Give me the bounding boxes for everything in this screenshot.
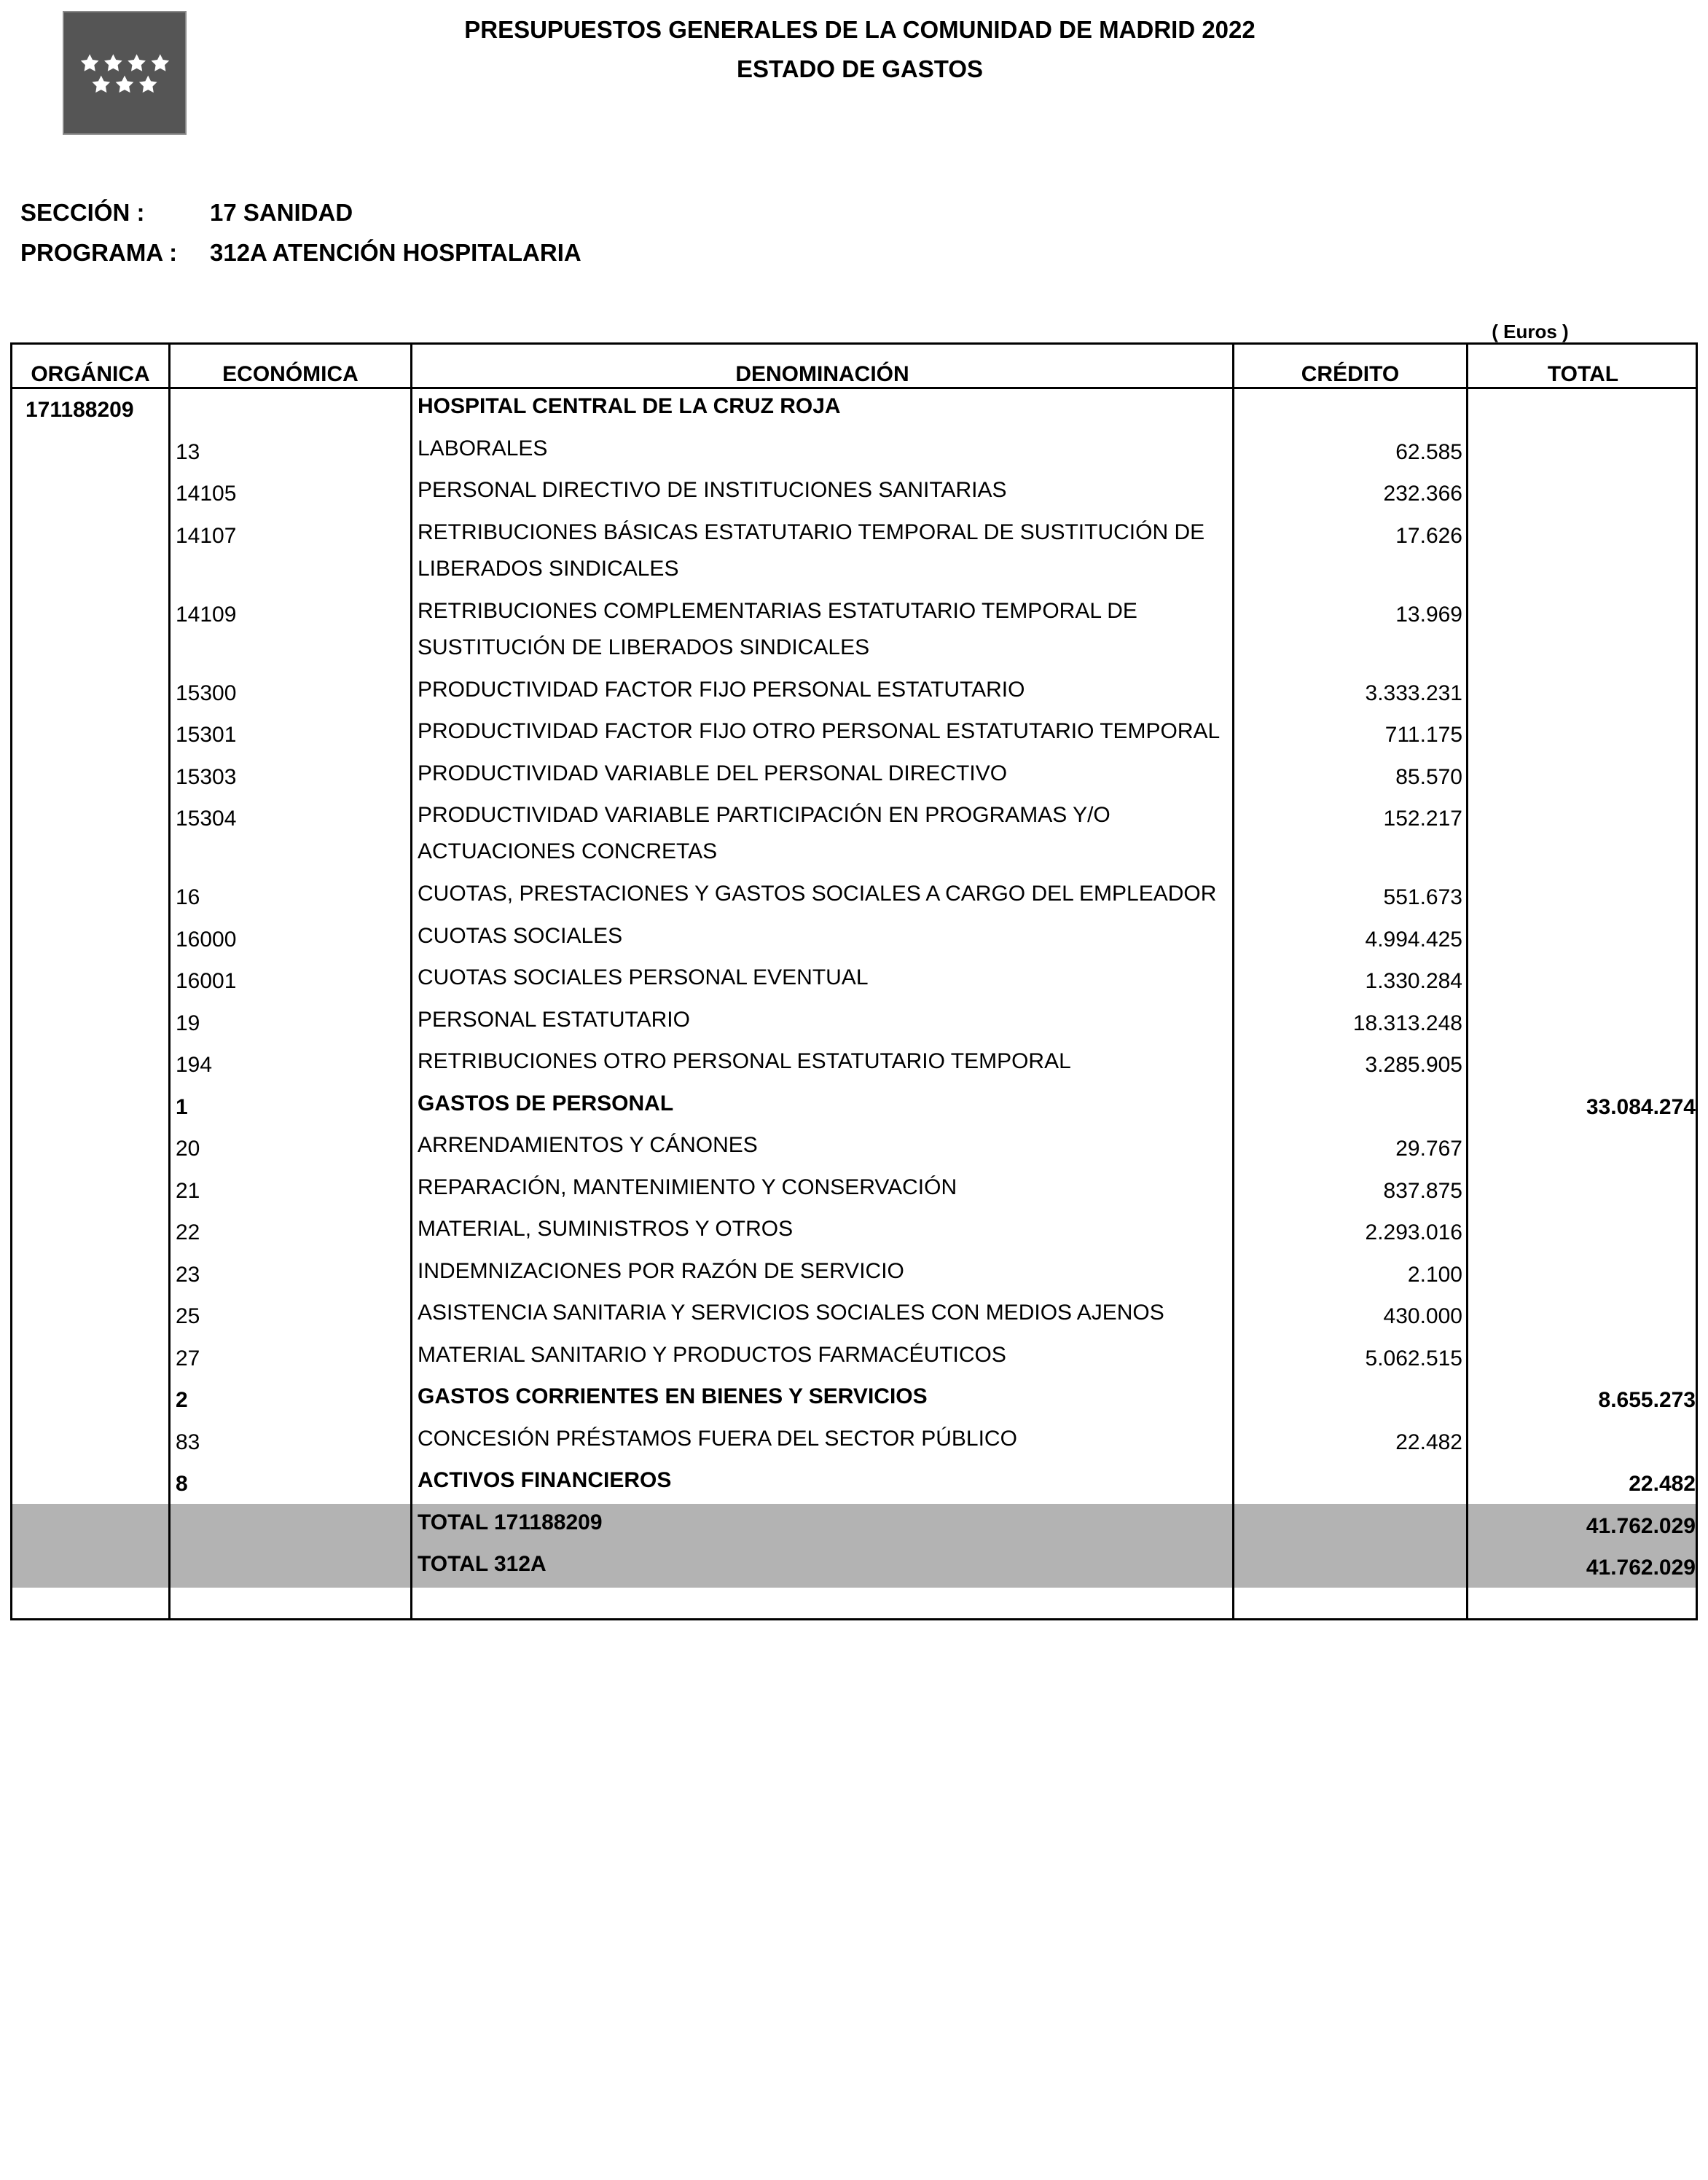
denominacion-cell: PERSONAL DIRECTIVO DE INSTITUCIONES SANITARIAS [418, 478, 1007, 502]
col-header-denominacion: DENOMINACIÓN [735, 362, 909, 386]
economica-cell: 25 [176, 1304, 200, 1328]
economica-cell: 15300 [176, 681, 237, 705]
credito-cell: 2.293.016 [1365, 1220, 1462, 1244]
denominacion-cell: CUOTAS, PRESTACIONES Y GASTOS SOCIALES A CARGO DEL EMPLEADOR [418, 882, 1217, 906]
economica-cell: 194 [176, 1053, 213, 1077]
total-cell: 33.084.274 [1586, 1094, 1696, 1119]
economica-cell: 15301 [176, 723, 237, 747]
credito-cell: 3.333.231 [1365, 681, 1462, 705]
economica-cell: 8 [176, 1472, 188, 1496]
denominacion-cell: CUOTAS SOCIALES [418, 923, 623, 948]
table-row [12, 1085, 1696, 1127]
credito-cell: 1.330.284 [1365, 969, 1462, 993]
denominacion-cell: HOSPITAL CENTRAL DE LA CRUZ ROJA [418, 394, 841, 418]
page-subtitle: ESTADO DE GASTOS [737, 55, 983, 82]
table-row [12, 592, 1696, 671]
economica-cell: 16 [176, 885, 200, 909]
denominacion-cell: PRODUCTIVIDAD FACTOR FIJO OTRO PERSONAL ESTATUTARIO TEMPORAL [418, 719, 1221, 743]
table-row [12, 1294, 1696, 1336]
economica-cell: 1 [176, 1094, 188, 1119]
madrid-logo [63, 11, 187, 135]
page-title: PRESUPUESTOS GENERALES DE LA COMUNIDAD DE MADRID 2022 [464, 16, 1255, 43]
denominacion-cell: MATERIAL SANITARIO Y PRODUCTOS FARMACÉUTICOS [418, 1342, 1006, 1367]
total-cell: 22.482 [1629, 1472, 1696, 1496]
economica-cell: 16000 [176, 927, 237, 952]
denominacion-cell: REPARACIÓN, MANTENIMIENTO Y CONSERVACIÓN [418, 1175, 957, 1199]
table-row [12, 1043, 1696, 1085]
table-row [12, 1462, 1696, 1504]
table-row [12, 1126, 1696, 1169]
column-divider [168, 345, 171, 1618]
denominacion-cell: PERSONAL ESTATUTARIO [418, 1007, 690, 1032]
denominacion-cell: TOTAL 171188209 [418, 1510, 603, 1534]
denominacion-cell: PRODUCTIVIDAD FACTOR FIJO PERSONAL ESTATUTARIO [418, 677, 1025, 702]
organica-cell: 171188209 [26, 398, 134, 422]
economica-cell: 22 [176, 1220, 200, 1244]
table-row [12, 796, 1696, 875]
denominacion-cell: MATERIAL, SUMINISTROS Y OTROS [418, 1217, 794, 1241]
header-divider [12, 387, 1696, 389]
total-cell: 41.762.029 [1586, 1513, 1696, 1538]
credito-cell: 85.570 [1395, 764, 1462, 789]
denominacion-cell: ARRENDAMIENTOS Y CÁNONES [418, 1133, 758, 1157]
denominacion-cell: INDEMNIZACIONES POR RAZÓN DE SERVICIO [418, 1258, 904, 1283]
denominacion-cell: TOTAL 312A [418, 1552, 547, 1576]
credito-cell: 62.585 [1395, 439, 1462, 464]
denominacion-cell: RETRIBUCIONES OTRO PERSONAL ESTATUTARIO TEMPORAL [418, 1049, 1071, 1073]
table-row [12, 1169, 1696, 1211]
column-divider [1466, 345, 1468, 1618]
credito-cell: 2.100 [1407, 1262, 1462, 1287]
column-divider [410, 345, 412, 1618]
total-cell: 41.762.029 [1586, 1556, 1696, 1580]
stars-icon [64, 12, 185, 133]
denominacion-cell: ACTIVOS FINANCIEROS [418, 1468, 672, 1492]
economica-cell: 13 [176, 439, 200, 464]
economica-cell: 83 [176, 1430, 200, 1454]
col-header-economica: ECONÓMICA [222, 362, 359, 386]
economica-cell: 27 [176, 1346, 200, 1371]
credito-cell: 29.767 [1395, 1137, 1462, 1161]
economica-cell: 19 [176, 1011, 200, 1035]
total-cell: 8.655.273 [1598, 1388, 1696, 1412]
col-header-total: TOTAL [1547, 362, 1619, 386]
economica-cell: 2 [176, 1388, 188, 1412]
economica-cell: 15304 [176, 807, 237, 831]
table-row [12, 471, 1696, 514]
credito-cell: 430.000 [1383, 1304, 1462, 1328]
budget-table [10, 342, 1698, 1620]
economica-cell: 14109 [176, 602, 237, 627]
programa-label: PROGRAMA : [20, 239, 178, 266]
seccion-value: 17 SANIDAD [210, 199, 353, 226]
economica-cell: 23 [176, 1262, 200, 1287]
credito-cell: 837.875 [1383, 1178, 1462, 1203]
denominacion-cell: RETRIBUCIONES COMPLEMENTARIAS ESTATUTARIO TEMPORAL DE SUSTITUCIÓN DE LIBERADOS SINDICALES [418, 598, 1137, 659]
economica-cell: 15303 [176, 764, 237, 789]
denominacion-cell: PRODUCTIVIDAD VARIABLE PARTICIPACIÓN EN PROGRAMAS Y/O ACTUACIONES CONCRETAS [418, 803, 1110, 863]
seccion-label: SECCIÓN : [20, 199, 145, 226]
table-row [12, 1378, 1696, 1420]
credito-cell: 4.994.425 [1365, 927, 1462, 952]
col-header-credito: CRÉDITO [1301, 362, 1400, 386]
denominacion-cell: ASISTENCIA SANITARIA Y SERVICIOS SOCIALES CON MEDIOS AJENOS [418, 1301, 1164, 1325]
credito-cell: 17.626 [1395, 523, 1462, 548]
denominacion-cell: CONCESIÓN PRÉSTAMOS FUERA DEL SECTOR PÚBLICO [418, 1426, 1017, 1451]
denominacion-cell: PRODUCTIVIDAD VARIABLE DEL PERSONAL DIRECTIVO [418, 761, 1008, 785]
col-header-organica: ORGÁNICA [31, 362, 150, 386]
table-row [12, 1420, 1696, 1462]
table-row [12, 917, 1696, 960]
credito-cell: 152.217 [1383, 807, 1462, 831]
programa-value: 312A ATENCIÓN HOSPITALARIA [210, 239, 581, 266]
credito-cell: 3.285.905 [1365, 1053, 1462, 1077]
table-row [12, 388, 1696, 430]
table-row [12, 1336, 1696, 1379]
denominacion-cell: LABORALES [418, 436, 548, 460]
credito-cell: 5.062.515 [1365, 1346, 1462, 1371]
table-row [12, 1252, 1696, 1295]
table-row [12, 1210, 1696, 1252]
table-row [12, 514, 1696, 592]
credito-cell: 13.969 [1395, 602, 1462, 627]
table-row [12, 875, 1696, 917]
credito-cell: 22.482 [1395, 1430, 1462, 1454]
table-row [12, 1001, 1696, 1043]
table-row [12, 671, 1696, 713]
economica-cell: 14105 [176, 482, 237, 506]
table-row [12, 430, 1696, 472]
denominacion-cell: RETRIBUCIONES BÁSICAS ESTATUTARIO TEMPORAL DE SUSTITUCIÓN DE LIBERADOS SINDICALES [418, 519, 1205, 581]
credito-cell: 18.313.248 [1352, 1011, 1462, 1035]
currency-label: ( Euros ) [1492, 321, 1569, 342]
column-divider [1232, 345, 1234, 1618]
economica-cell: 16001 [176, 969, 237, 993]
credito-cell: 551.673 [1383, 885, 1462, 909]
table-row [12, 959, 1696, 1001]
denominacion-cell: GASTOS CORRIENTES EN BIENES Y SERVICIOS [418, 1384, 928, 1408]
credito-cell: 232.366 [1383, 482, 1462, 506]
economica-cell: 20 [176, 1137, 200, 1161]
economica-cell: 21 [176, 1178, 200, 1203]
table-row [12, 713, 1696, 755]
table-row [12, 755, 1696, 797]
denominacion-cell: GASTOS DE PERSONAL [418, 1091, 674, 1116]
denominacion-cell: CUOTAS SOCIALES PERSONAL EVENTUAL [418, 965, 869, 989]
total-row [12, 1545, 1696, 1588]
total-row [12, 1504, 1696, 1546]
credito-cell: 711.175 [1384, 723, 1462, 747]
economica-cell: 14107 [176, 523, 237, 548]
